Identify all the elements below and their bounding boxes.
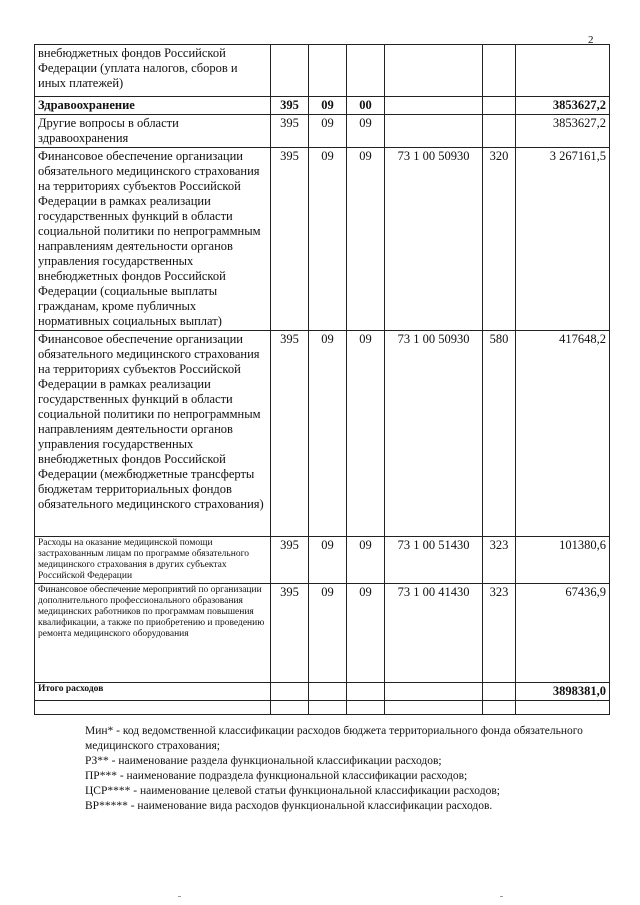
- row-min-code: 395: [271, 115, 309, 148]
- row-sum: 101380,6: [516, 537, 610, 584]
- row-csr-code: [385, 97, 483, 115]
- table-row: [35, 45, 610, 97]
- table-row: [35, 584, 610, 683]
- row-sum: 3853627,2: [516, 115, 610, 148]
- row-name: Здравоохранение: [35, 97, 271, 115]
- row-sum: 417648,2: [516, 331, 610, 537]
- row-min-code: 395: [271, 584, 309, 683]
- row-pr-code: [347, 701, 385, 715]
- page-number: 2: [588, 34, 594, 46]
- row-pr-code: [347, 683, 385, 701]
- row-min-code: [271, 683, 309, 701]
- row-min-code: 395: [271, 148, 309, 331]
- row-min-code: [271, 45, 309, 97]
- row-pr-code: [347, 45, 385, 97]
- row-vr-code: 320: [483, 148, 516, 331]
- footnote-vr: ВР***** - наименование вида расходов функциональной классификации расходов.: [85, 800, 493, 812]
- row-rz-code: 09: [309, 115, 347, 148]
- row-name: Расходы на оказание медицинской помощи застрахованным лицам по программе обязательного медицинского страхования в других субъектах Российской Федерации: [35, 537, 271, 584]
- footnote-rz: РЗ** - наименование раздела функциональной классификации расходов;: [85, 755, 442, 767]
- row-rz-code: [309, 45, 347, 97]
- table-row: [35, 97, 610, 115]
- row-min-code: [271, 701, 309, 715]
- row-pr-code: 09: [347, 537, 385, 584]
- row-sum: 3898381,0: [516, 683, 610, 701]
- row-vr-code: [483, 45, 516, 97]
- row-pr-code: 09: [347, 584, 385, 683]
- row-pr-code: 00: [347, 97, 385, 115]
- row-vr-code: 323: [483, 537, 516, 584]
- row-vr-code: [483, 683, 516, 701]
- footnote-min: Мин* - код ведомственной классификации расходов бюджета территориального фонда обязательного медицинского страхования;: [85, 725, 583, 752]
- footnote-pr: ПР*** - наименование подраздела функциональной классификации расходов;: [85, 770, 468, 782]
- row-sum: [516, 701, 610, 715]
- row-min-code: 395: [271, 331, 309, 537]
- row-csr-code: [385, 45, 483, 97]
- row-sum: 67436,9: [516, 584, 610, 683]
- row-csr-code: [385, 683, 483, 701]
- footnotes: [85, 724, 605, 814]
- row-name: Финансовое обеспечение организации обязательного медицинского страхования на территориях субъектов Российской Федерации в рамках реализации государственных функций в области социальной политики по непрограммным направлениям деятельности органов управления государственных внебюджетных фондов Российской Федерации (социальные выплаты гражданам, кроме публичных нормативных социальных выплат): [35, 148, 271, 331]
- row-name: Финансовое обеспечение мероприятий по организации дополнительного профессионального образования медицинских работников по программам повышения квалификации, а также по приобретению и проведению ремонта медицинского оборудования: [35, 584, 271, 683]
- row-name: внебюджетных фондов Российской Федерации (уплата налогов, сборов и иных платежей): [35, 45, 271, 97]
- row-vr-code: [483, 115, 516, 148]
- row-pr-code: 09: [347, 115, 385, 148]
- row-name: [35, 701, 271, 715]
- row-csr-code: 73 1 00 41430: [385, 584, 483, 683]
- row-vr-code: [483, 701, 516, 715]
- scan-speck: [500, 896, 503, 897]
- table-row: [35, 537, 610, 584]
- row-name: Другие вопросы в области здравоохранения: [35, 115, 271, 148]
- row-sum: [516, 45, 610, 97]
- row-csr-code: 73 1 00 51430: [385, 537, 483, 584]
- row-min-code: 395: [271, 97, 309, 115]
- row-csr-code: [385, 115, 483, 148]
- row-vr-code: 323: [483, 584, 516, 683]
- table-row: [35, 148, 610, 331]
- row-rz-code: 09: [309, 584, 347, 683]
- row-rz-code: 09: [309, 148, 347, 331]
- row-sum: 3 267161,5: [516, 148, 610, 331]
- row-name: Итого расходов: [35, 683, 271, 701]
- row-min-code: 395: [271, 537, 309, 584]
- row-rz-code: 09: [309, 537, 347, 584]
- row-rz-code: [309, 683, 347, 701]
- table-row: [35, 683, 610, 701]
- row-pr-code: 09: [347, 331, 385, 537]
- row-csr-code: 73 1 00 50930: [385, 331, 483, 537]
- row-rz-code: [309, 701, 347, 715]
- expenses-table: [34, 44, 610, 715]
- table-row: [35, 331, 610, 537]
- table-row: [35, 701, 610, 715]
- row-rz-code: 09: [309, 331, 347, 537]
- footnote-csr: ЦСР**** - наименование целевой статьи функциональной классификации расходов;: [85, 785, 500, 797]
- row-sum: 3853627,2: [516, 97, 610, 115]
- table-row: [35, 115, 610, 148]
- row-rz-code: 09: [309, 97, 347, 115]
- row-csr-code: 73 1 00 50930: [385, 148, 483, 331]
- scan-speck: [178, 896, 181, 897]
- row-csr-code: [385, 701, 483, 715]
- row-vr-code: [483, 97, 516, 115]
- row-name: Финансовое обеспечение организации обязательного медицинского страхования на территориях субъектов Российской Федерации в рамках реализации государственных функций в области социальной политики по непрограммным направлениям деятельности органов управления государственных внебюджетных фондов Российской Федерации (межбюджетные трансферты бюджетам территориальных фондов обязательного медицинского страхования): [35, 331, 271, 537]
- row-vr-code: 580: [483, 331, 516, 537]
- row-pr-code: 09: [347, 148, 385, 331]
